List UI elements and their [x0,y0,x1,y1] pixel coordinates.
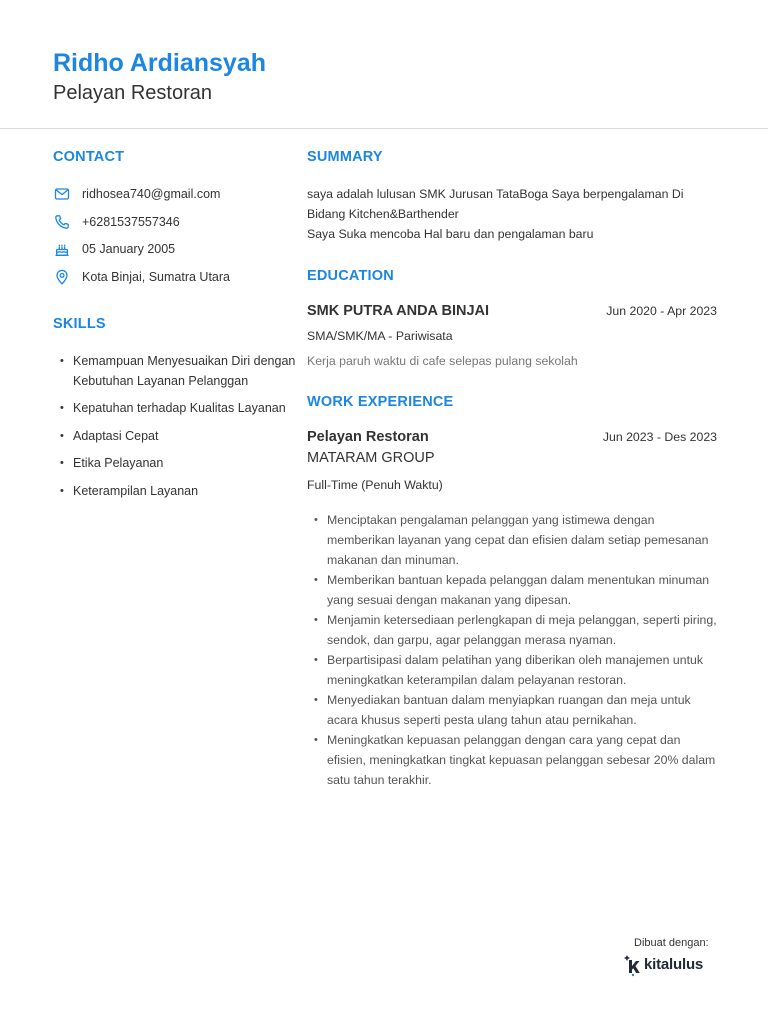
right-column [307,148,717,790]
kitalulus-logo-icon [624,951,644,977]
contact-phone-text: +6281537557346 [82,214,180,229]
contact-location [53,267,298,287]
job-type: Full-Time (Penuh Waktu) [307,478,443,492]
education-heading: EDUCATION [307,268,394,284]
responsibility-item: • Berpartisipasi dalam pelatihan yang diberikan oleh manajemen untuk meningkatkan keterampilan dalam pelayanan restoran. [307,650,717,690]
responsibility-item: • Memberikan bantuan kepada pelanggan dalam menentukan minuman yang sesuai dengan makanan yang dipesan. [307,570,717,610]
job-entry-header [307,429,717,445]
work-experience-section [307,393,717,790]
summary-line: Bidang Kitchen&Barthender [307,207,459,221]
job-responsibilities [307,510,717,790]
contact-email-text: ridhosea740@gmail.com [82,187,221,201]
job-date: Jun 2023 - Des 2023 [602,430,717,444]
skill-item: • Etika Pelayanan [53,453,298,473]
job-title: Pelayan Restoran [307,429,429,445]
candidate-role: Pelayan Restoran [53,82,212,104]
education-degree: SMA/SMK/MA - Pariwisata [307,329,453,343]
left-column [53,148,298,508]
contact-email [53,184,298,204]
skill-item: • Keterampilan Layanan [53,481,298,501]
skills-section [53,315,298,501]
summary-line: Saya Suka mencoba Hal baru dan pengalaman baru [307,227,594,241]
resume-header [53,48,266,106]
skill-item: • Adaptasi Cepat [53,426,298,446]
education-entry-header [307,303,717,319]
contact-section [53,148,298,287]
work-experience-heading: WORK EXPERIENCE [307,394,454,410]
skills-heading: SKILLS [53,315,106,332]
cake-icon [53,240,71,258]
skill-item: • Kepatuhan terhadap Kualitas Layanan [53,398,298,418]
kitalulus-logo [624,951,724,977]
summary-line: saya adalah lulusan SMK Jurusan TataBoga Saya berpengalaman Di [307,187,684,201]
made-with-label: Dibuat dengan: [634,937,709,949]
responsibility-item: • Menyediakan bantuan dalam menyiapkan ruangan dan meja untuk acara khusus seperti pesta ulang tahun atau pernikahan. [307,690,717,730]
education-date: Jun 2020 - Apr 2023 [606,304,717,318]
responsibility-item: • Meningkatkan kepuasan pelanggan dengan cara yang cepat dan efisien, meningkatkan tingkat kepuasan pelanggan sebesar 20% dalam satu tahun terakhir. [307,730,717,790]
footer-branding [624,937,724,977]
contact-birthdate [53,239,298,259]
company-name: MATARAM GROUP [307,450,435,466]
education-section [307,267,717,368]
candidate-name: Ridho Ardiansyah [53,49,266,77]
contact-birthdate-text: 05 January 2005 [82,242,176,256]
location-pin-icon [53,268,71,286]
contact-list [53,184,298,287]
summary-heading: SUMMARY [307,149,383,165]
phone-icon [53,213,71,231]
responsibility-item: • Menjamin ketersediaan perlengkapan di meja pelanggan, seperti piring, sendok, dan garpu, agar pelanggan merasa nyaman. [307,610,717,650]
skill-item: • Kemampuan Menyesuaikan Diri dengan Kebutuhan Layanan Pelanggan [53,351,298,391]
education-description: Kerja paruh waktu di cafe selepas pulang sekolah [307,354,578,368]
header-divider [0,128,768,129]
contact-heading: CONTACT [53,149,125,165]
summary-text [307,184,717,244]
responsibility-item: • Menciptakan pengalaman pelanggan yang istimewa dengan memberikan layanan yang cepat dan efisien dalam setiap pemesanan makanan dan minuman. [307,510,717,570]
mail-icon [53,185,71,203]
school-name: SMK PUTRA ANDA BINJAI [307,303,490,319]
summary-section [307,148,717,244]
contact-location-text: Kota Binjai, Sumatra Utara [82,269,230,284]
contact-phone [53,212,298,232]
skills-list [53,351,298,501]
brand-name: kitalulus [644,955,704,973]
